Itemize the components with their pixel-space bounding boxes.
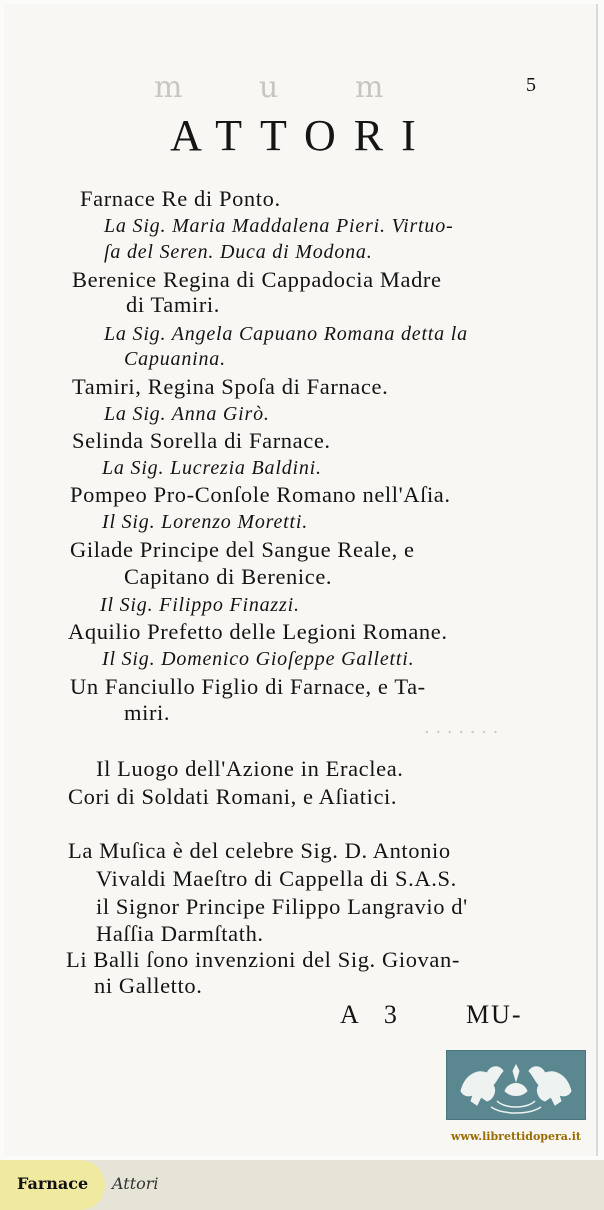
cast-performer: Il Sig. Lorenzo Moretti. [102,511,309,533]
site-link[interactable]: www.librettidopera.it [450,1130,582,1143]
page-number: 5 [526,74,536,96]
tab-farnace[interactable] [0,1160,105,1210]
cast-role: Gilade Principe del Sangue Reale, e [70,537,415,562]
griffin-emblem-icon [447,1051,585,1119]
cast-performer: Il Sig. Domenico Gioſeppe Galletti. [102,648,415,670]
cast-performer: ſa del Seren. Duca di Modona. [104,241,373,263]
cast-performer: La Sig. Anna Girò. [104,403,270,425]
breadcrumb[interactable]: Attori [112,1174,159,1193]
cast-role: Pompeo Pro-Conſole Romano nell'Aſia. [70,482,451,507]
footer-bar [0,1160,604,1210]
cast-role: Berenice Regina di Cappadocia Madre [72,267,442,292]
catchword: MU- [466,1000,523,1029]
cast-role: Un Fanciullo Figlio di Farnace, e Ta- [70,674,426,699]
setting-line: Il Luogo dell'Azione in Eraclea. [96,756,404,781]
dance-credit: ni Galletto. [94,973,203,998]
cast-role: di Tamiri. [126,292,221,317]
music-credit: La Muſica è del celebre Sig. D. Antonio [68,838,451,863]
music-credit: Haſſia Darmſtath. [96,921,264,946]
site-logo[interactable] [446,1050,586,1120]
bleed-through: · · · · · · · [424,722,499,743]
cast-role: miri. [124,700,171,725]
bleed-through: m u m [154,70,396,105]
music-credit: il Signor Principe Filippo Langravio d' [96,894,468,919]
cast-role: Capitano di Berenice. [124,564,333,589]
dance-credit: Li Balli ſono invenzioni del Sig. Giovan- [66,947,460,972]
cast-role: Aquilio Prefetto delle Legioni Romane. [68,619,448,644]
cast-performer: La Sig. Lucrezia Baldini. [102,457,322,479]
page-title: ATTORI [170,111,434,160]
cast-performer: Capuanina. [124,348,226,370]
cast-performer: La Sig. Angela Capuano Romana detta la [104,323,468,345]
cast-performer: La Sig. Maria Maddalena Pieri. Virtuo- [104,215,454,237]
music-credit: Vivaldi Maeſtro di Cappella di S.A.S. [96,866,457,891]
tab-farnace-label: Farnace [17,1174,89,1193]
cast-role: Farnace Re di Ponto. [80,186,281,211]
cast-role: Selinda Sorella di Farnace. [72,428,331,453]
signature-mark: A 3 [340,1000,407,1029]
cast-performer: Il Sig. Filippo Finazzi. [100,594,300,616]
chorus-line: Cori di Soldati Romani, e Aſiatici. [68,784,398,809]
cast-role: Tamiri, Regina Spoſa di Farnace. [72,374,389,399]
